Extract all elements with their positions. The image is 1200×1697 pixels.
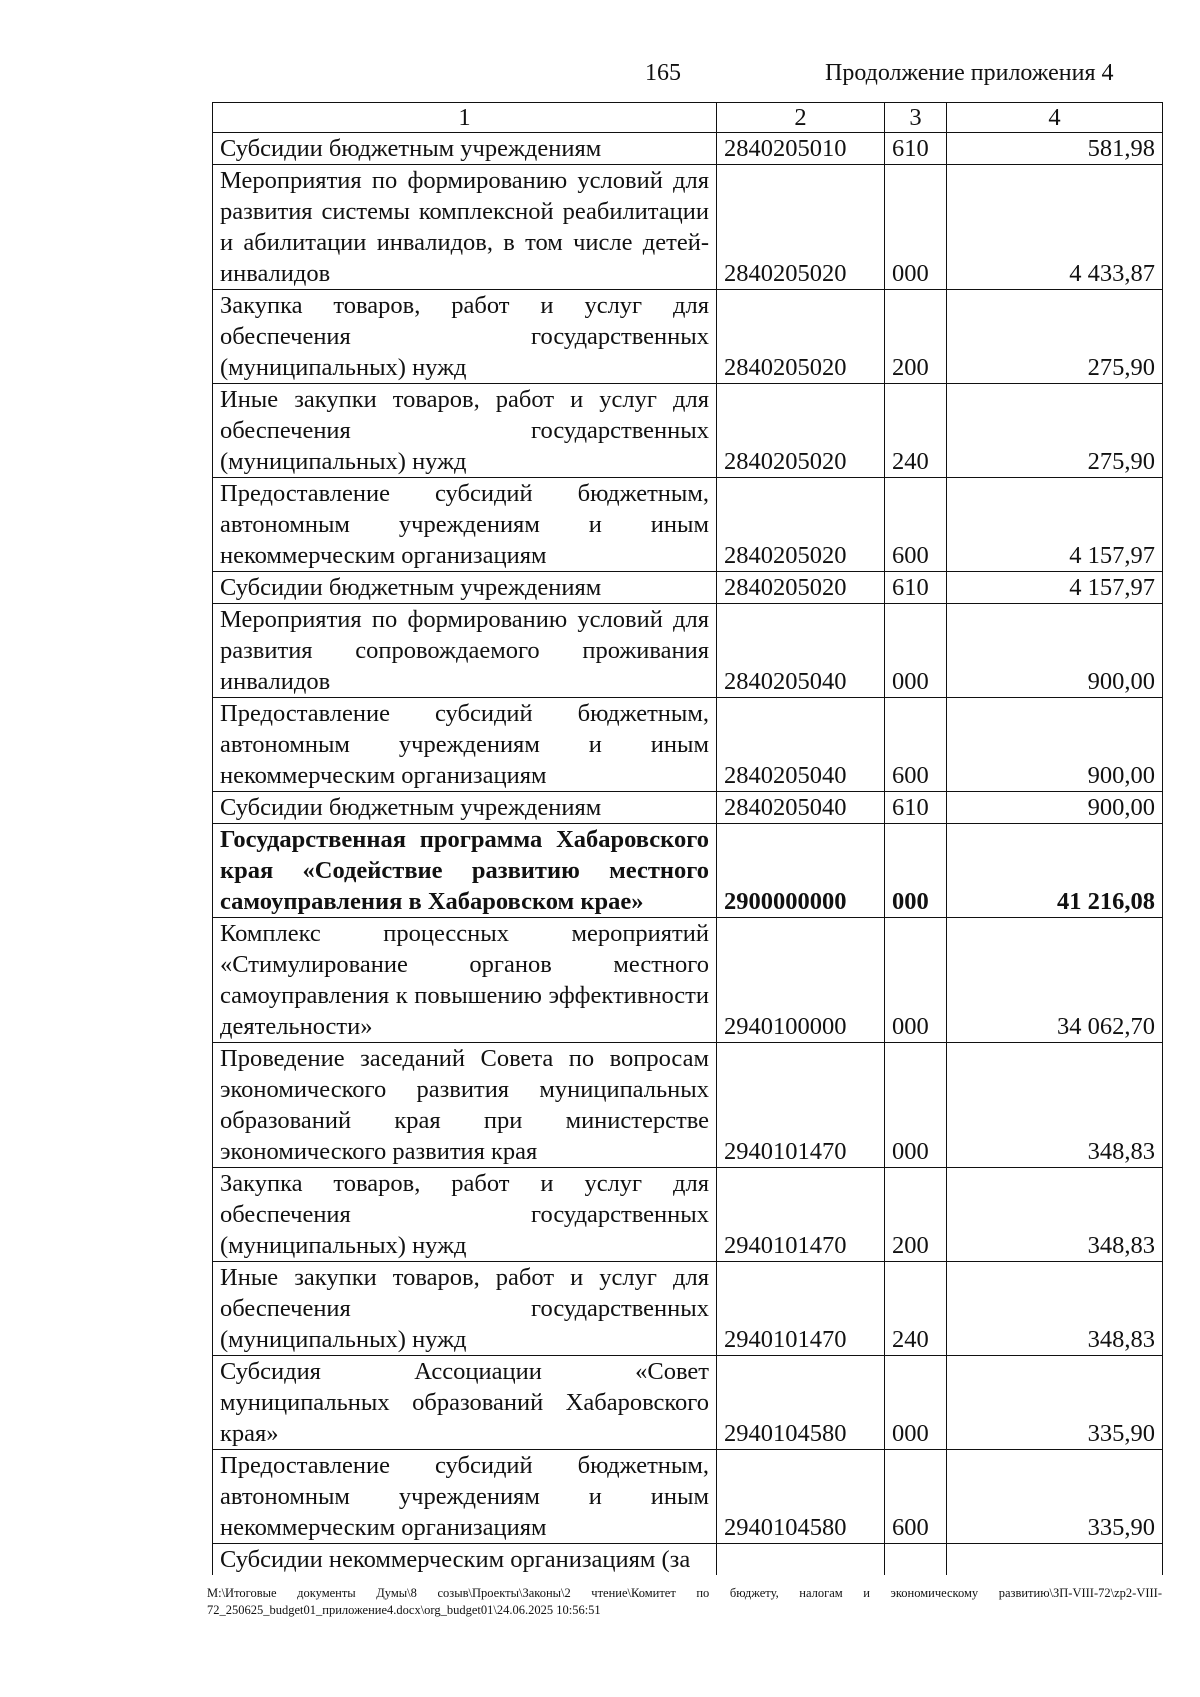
row-target-code: 2940104580 — [717, 1450, 885, 1544]
row-description: Предоставление субсидий бюджетным, автономным учреждениям и иным некоммерческим организациям — [213, 478, 717, 572]
row-target-code: 2840205020 — [717, 384, 885, 478]
row-target-code: 2840205020 — [717, 478, 885, 572]
table-row — [213, 133, 1163, 165]
table-body — [213, 133, 1163, 1576]
row-amount: 41 216,08 — [947, 824, 1163, 918]
table-row — [213, 572, 1163, 604]
row-expense-type: 000 — [885, 604, 947, 698]
row-expense-type: 000 — [885, 824, 947, 918]
row-description: Мероприятия по формированию условий для развития системы комплексной реабилитации и абилитации инвалидов, в том числе детей-инвалидов — [213, 165, 717, 290]
table-row — [213, 1450, 1163, 1544]
row-amount: 4 157,97 — [947, 572, 1163, 604]
table-row — [213, 918, 1163, 1043]
table-header-row — [213, 103, 1163, 133]
row-description: Предоставление субсидий бюджетным, автономным учреждениям и иным некоммерческим организациям — [213, 1450, 717, 1544]
table-row — [213, 1262, 1163, 1356]
row-expense-type: 600 — [885, 478, 947, 572]
column-header-name: 1 — [213, 103, 717, 133]
row-target-code: 2840205020 — [717, 290, 885, 384]
table-row — [213, 165, 1163, 290]
row-target-code: 2900000000 — [717, 824, 885, 918]
row-expense-type: 610 — [885, 792, 947, 824]
row-expense-type: 240 — [885, 384, 947, 478]
table-row — [213, 1356, 1163, 1450]
budget-table — [212, 102, 1163, 1575]
row-target-code: 2940100000 — [717, 918, 885, 1043]
row-description: Мероприятия по формированию условий для развития сопровождаемого проживания инвалидов — [213, 604, 717, 698]
row-expense-type: 600 — [885, 1450, 947, 1544]
row-amount — [947, 1544, 1163, 1576]
row-description: Проведение заседаний Совета по вопросам экономического развития муниципальных образований края при министерстве экономического развития края — [213, 1043, 717, 1168]
table-row — [213, 384, 1163, 478]
row-expense-type: 200 — [885, 1168, 947, 1262]
column-header-sum: 4 — [947, 103, 1163, 133]
table-row — [213, 478, 1163, 572]
row-description: Субсидии бюджетным учреждениям — [213, 572, 717, 604]
table-row — [213, 1043, 1163, 1168]
row-expense-type: 610 — [885, 572, 947, 604]
row-target-code: 2840205010 — [717, 133, 885, 165]
row-description: Иные закупки товаров, работ и услуг для обеспечения государственных (муниципальных) нужд — [213, 384, 717, 478]
row-target-code: 2940101470 — [717, 1043, 885, 1168]
table-row — [213, 290, 1163, 384]
row-expense-type: 000 — [885, 165, 947, 290]
column-header-type: 3 — [885, 103, 947, 133]
row-expense-type: 240 — [885, 1262, 947, 1356]
appendix-continuation-note: Продолжение приложения 4 — [825, 60, 1114, 86]
row-description: Комплекс процессных мероприятий «Стимулирование органов местного самоуправления к повышению эффективности деятельности» — [213, 918, 717, 1043]
row-description: Субсидии бюджетным учреждениям — [213, 792, 717, 824]
column-header-code: 2 — [717, 103, 885, 133]
row-amount: 4 157,97 — [947, 478, 1163, 572]
row-description: Иные закупки товаров, работ и услуг для обеспечения государственных (муниципальных) нужд — [213, 1262, 717, 1356]
row-amount: 581,98 — [947, 133, 1163, 165]
table-row — [213, 1544, 1163, 1576]
table-row — [213, 824, 1163, 918]
row-amount: 275,90 — [947, 384, 1163, 478]
row-expense-type: 600 — [885, 698, 947, 792]
row-description: Предоставление субсидий бюджетным, автономным учреждениям и иным некоммерческим организациям — [213, 698, 717, 792]
row-description: Субсидии бюджетным учреждениям — [213, 133, 717, 165]
row-amount: 900,00 — [947, 698, 1163, 792]
table-row — [213, 1168, 1163, 1262]
table-row — [213, 604, 1163, 698]
row-amount: 348,83 — [947, 1262, 1163, 1356]
row-target-code: 2840205040 — [717, 604, 885, 698]
row-target-code: 2940104580 — [717, 1356, 885, 1450]
row-amount: 275,90 — [947, 290, 1163, 384]
row-amount: 348,83 — [947, 1168, 1163, 1262]
table-row — [213, 792, 1163, 824]
row-expense-type: 000 — [885, 1043, 947, 1168]
row-amount: 335,90 — [947, 1356, 1163, 1450]
row-amount: 348,83 — [947, 1043, 1163, 1168]
row-amount: 900,00 — [947, 792, 1163, 824]
row-expense-type: 000 — [885, 918, 947, 1043]
row-amount: 900,00 — [947, 604, 1163, 698]
row-amount: 4 433,87 — [947, 165, 1163, 290]
row-expense-type: 000 — [885, 1356, 947, 1450]
row-target-code: 2840205040 — [717, 698, 885, 792]
row-target-code: 2840205020 — [717, 572, 885, 604]
table-row — [213, 698, 1163, 792]
row-target-code: 2940101470 — [717, 1262, 885, 1356]
row-target-code: 2840205020 — [717, 165, 885, 290]
document-path-footer: М:\Итоговые документы Думы\8 созыв\Проекты\Законы\2 чтение\Комитет по бюджету, налогам и экономическому развитию\ЗП-VIII-72\zp2-VIII-72_250625_budget01_приложение4.docx\org_budget01\24.06.2025 10:56:51 — [207, 1586, 1162, 1617]
page-number: 165 — [645, 60, 681, 86]
row-target-code — [717, 1544, 885, 1576]
row-expense-type — [885, 1544, 947, 1576]
row-expense-type: 610 — [885, 133, 947, 165]
row-description: Государственная программа Хабаровского края «Содействие развитию местного самоуправления в Хабаровском крае» — [213, 824, 717, 918]
row-description: Закупка товаров, работ и услуг для обеспечения государственных (муниципальных) нужд — [213, 1168, 717, 1262]
row-description: Закупка товаров, работ и услуг для обеспечения государственных (муниципальных) нужд — [213, 290, 717, 384]
row-amount: 335,90 — [947, 1450, 1163, 1544]
row-expense-type: 200 — [885, 290, 947, 384]
row-description: Субсидия Ассоциации «Совет муниципальных образований Хабаровского края» — [213, 1356, 717, 1450]
row-target-code: 2940101470 — [717, 1168, 885, 1262]
row-amount: 34 062,70 — [947, 918, 1163, 1043]
row-description: Субсидии некоммерческим организациям (за — [213, 1544, 717, 1576]
row-target-code: 2840205040 — [717, 792, 885, 824]
